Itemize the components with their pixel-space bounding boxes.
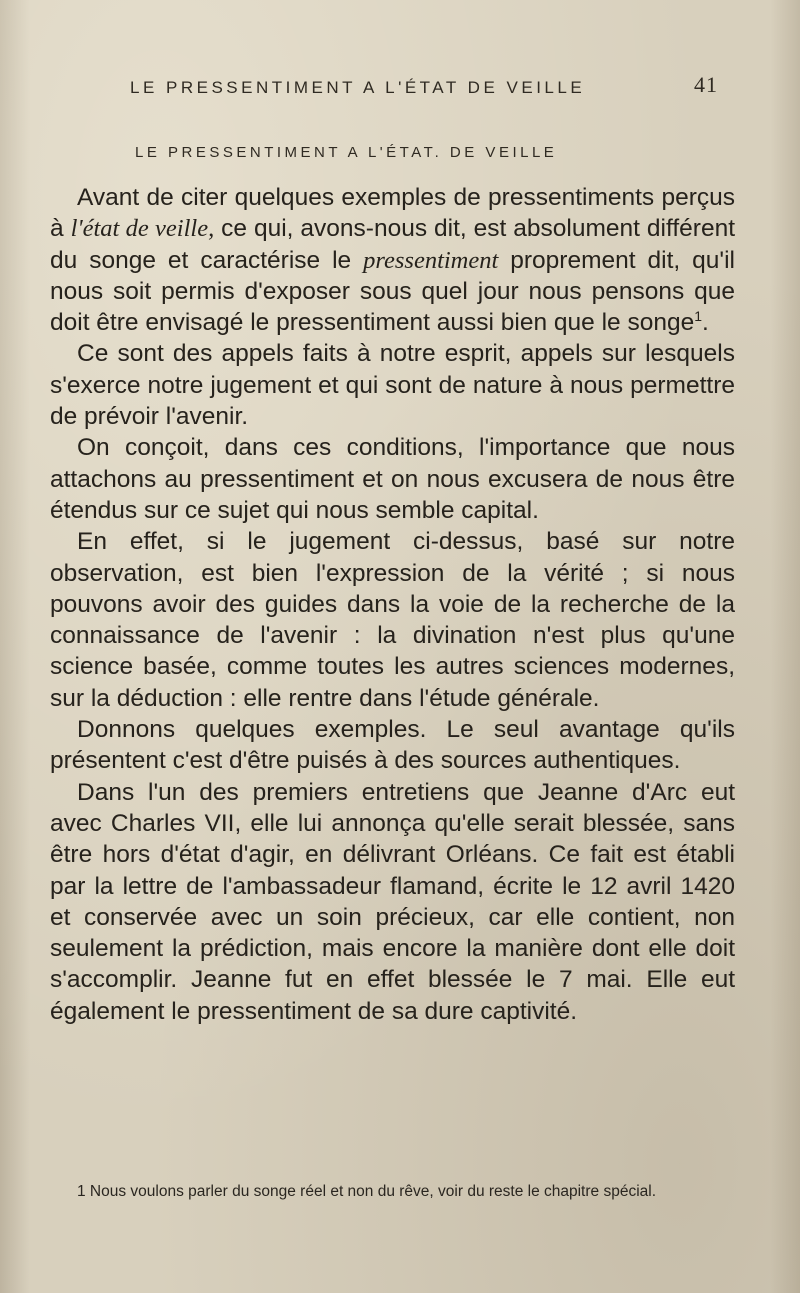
section-title: LE PRESSENTIMENT A L'ÉTAT. DE VEILLE <box>135 144 558 161</box>
footnote <box>60 1180 740 1204</box>
paragraph-1-text-f: . <box>702 309 709 337</box>
paragraph-6: Dans l'un des premiers entretiens que Jeanne d'Arc eut avec Charles VII, elle lui annonça qu'elle serait blessée, sans être hors d'état d'agir, en délivrant Orléans. Ce fait est établi par la lettre de l'ambassadeur flamand, écrite le 12 avril 1420 et conservée avec un soin précieux, car elle contient, non seulement la prédiction, mais encore la manière dont elle doit s'accomplir. Jeanne fut en effet blessée le 7 mai. Elle eut également le pressentiment de sa dure captivité. <box>50 778 735 1025</box>
paragraph-1-text-e: proprement dit, qu'il nous soit permis d'exposer sous quel jour nous pensons que doit être envisagé le pressentiment aussi bien que le songe <box>50 246 735 337</box>
paragraph-3: On conçoit, dans ces conditions, l'importance que nous attachons au pressentiment et on nous excusera de nous être étendus sur ce sujet qui nous semble capital. <box>50 434 735 524</box>
paragraph-5: Donnons quelques exemples. Le seul avantage qu'ils présentent c'est d'être puisés à des sources authentiques. <box>50 716 735 775</box>
paragraph-4: En effet, si le jugement ci-dessus, basé sur notre observation, est bien l'expression de la vérité ; si nous pouvons avoir des guides dans la voie de la recherche de la connaissance de l'avenir : la divination n'est plus qu'une science basée, comme toutes les autres sciences modernes, sur la déduction : elle rentre dans l'étude générale. <box>50 528 735 712</box>
running-head-title: LE PRESSENTIMENT A L'ÉTAT DE VEILLE <box>130 78 586 97</box>
footnote-reference[interactable]: 1 <box>694 308 703 325</box>
footnote-marker: 1 <box>77 1183 86 1200</box>
body-text <box>50 182 735 1027</box>
paragraph-1-text-c: ce qui, avons-nous dit, est absolument différent du songe et caractérise le <box>50 215 735 274</box>
italic-pressentiment: pressentiment <box>363 246 499 274</box>
running-head <box>130 72 730 104</box>
footnote-text: Nous voulons parler du songe réel et non du rêve, voir du reste le chapitre spécial. <box>85 1183 657 1200</box>
page-number: 41 <box>694 72 718 97</box>
paragraph-2: Ce sont des appels faits à notre esprit, appels sur lesquels s'exerce notre jugement et qui sont de nature à nous permettre de prévoir l'avenir. <box>50 340 735 431</box>
paragraph-1-text-a: Avant de citer quelques exemples de pressentiments perçus à <box>50 184 735 243</box>
italic-etat-de-veille: l'état de veille, <box>70 215 215 243</box>
paragraph-1 <box>50 182 735 338</box>
